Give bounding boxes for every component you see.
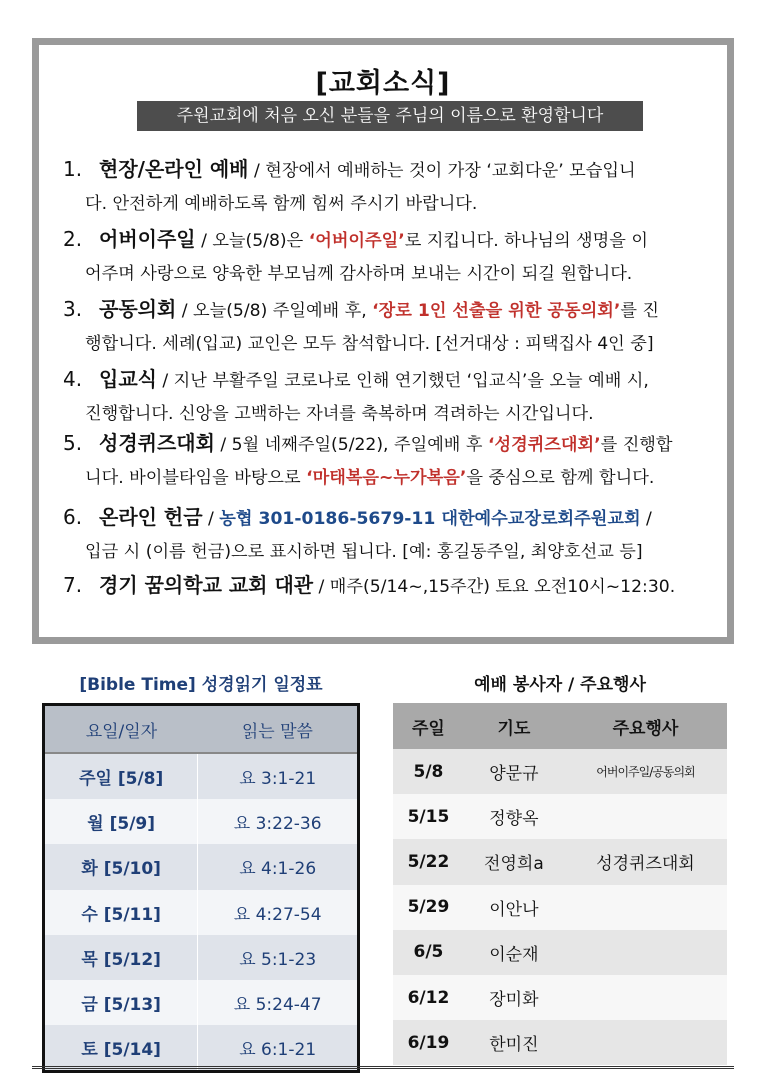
notice-item-5: [63, 427, 717, 495]
week-cell: 6/19: [393, 1020, 464, 1065]
day-cell: 월 [5/9]: [44, 799, 198, 844]
notice-item-4: [63, 363, 717, 431]
item-text: 로 지킵니다. 하나님의 생명을 이: [404, 231, 648, 251]
notice-item-1: [63, 153, 717, 221]
item-number: 1.: [63, 157, 83, 181]
event-cell: [564, 975, 727, 1020]
item-number: 7.: [63, 573, 83, 597]
prayer-cell: 전영희a: [464, 839, 564, 884]
day-cell: 화 [5/10]: [44, 844, 198, 889]
notice-title: [교회소식]: [315, 68, 451, 99]
day-cell: 목 [5/12]: [44, 935, 198, 980]
item-heading: 성경퀴즈대회: [99, 431, 215, 455]
item-text: /: [640, 509, 652, 529]
prayer-cell: 양문규: [464, 749, 564, 794]
day-cell: 주일 [5/8]: [44, 753, 198, 799]
item-text: / 오늘(5/8) 주일예배 후,: [176, 301, 373, 321]
column-header: 주요행사: [564, 703, 727, 749]
passage-cell: 요 6:1-21: [198, 1025, 359, 1072]
table-row: [393, 749, 727, 794]
item-number: 5.: [63, 431, 83, 455]
item-highlight: ‘장로 1인 선출을 위한 공동의회’: [372, 301, 621, 321]
day-cell: 토 [5/14]: [44, 1025, 198, 1072]
week-cell: 5/8: [393, 749, 464, 794]
item-highlight: ‘어버이주일’: [308, 231, 405, 251]
table-row: [393, 1020, 727, 1065]
prayer-cell: 정향옥: [464, 794, 564, 839]
day-cell: 수 [5/11]: [44, 890, 198, 935]
week-cell: 6/12: [393, 975, 464, 1020]
week-cell: 6/5: [393, 930, 464, 975]
item-text: / 매주(5/14~,15주간) 토요 오전10시~12:30.: [313, 577, 676, 597]
passage-cell: 요 3:22-36: [198, 799, 359, 844]
item-text: / 현장에서 예배하는 것이 가장 ‘교회다운’ 모습입니: [248, 161, 636, 181]
notice-item-3: [63, 293, 717, 361]
event-cell: [564, 930, 727, 975]
item-text: 를 진행합: [600, 435, 673, 455]
event-cell: [564, 885, 727, 930]
week-cell: 5/22: [393, 839, 464, 884]
item-text-line2: 어주며 사랑으로 양육한 부모님께 감사하며 보내는 시간이 되길 원합니다.: [85, 264, 633, 284]
event-cell: 어버이주일/공동의회: [564, 749, 727, 794]
passage-cell: 요 4:1-26: [198, 844, 359, 889]
column-header: 요일/일자: [44, 705, 198, 754]
prayer-cell: 이순재: [464, 930, 564, 975]
passage-cell: 요 5:24-47: [198, 980, 359, 1025]
item-text-line2: 행합니다. 세례(입교) 교인은 모두 참석합니다. [선거대상 : 피택집사 4인 중]: [85, 334, 654, 354]
item-number: 6.: [63, 505, 83, 529]
event-cell: 성경퀴즈대회: [564, 839, 727, 884]
item-heading: 현장/온라인 예배: [99, 157, 249, 181]
item-heading: 입교식: [99, 367, 157, 391]
notice-item-2: [63, 223, 717, 291]
item-number: 4.: [63, 367, 83, 391]
item-text-line2: 니다. 바이블타임을 바탕으로: [85, 468, 307, 488]
item-heading: 온라인 헌금: [99, 505, 203, 529]
service-schedule-table: [393, 703, 727, 1065]
week-cell: 5/29: [393, 885, 464, 930]
item-text: 를 진: [620, 301, 660, 321]
bottom-divider: [32, 1066, 734, 1069]
prayer-cell: 장미화: [464, 975, 564, 1020]
table-row: [393, 839, 727, 884]
week-cell: 5/15: [393, 794, 464, 839]
notice-item-7: [63, 569, 717, 604]
event-cell: [564, 794, 727, 839]
table-row: [44, 890, 359, 935]
table-row: [44, 844, 359, 889]
service-schedule-title: 예배 봉사자 / 주요행사: [474, 675, 646, 695]
item-heading: 공동의회: [99, 297, 177, 321]
welcome-banner: 주원교회에 처음 오신 분들을 주님의 이름으로 환영합니다: [137, 101, 643, 131]
passage-cell: 요 4:27-54: [198, 890, 359, 935]
column-header: 주일: [393, 703, 464, 749]
table-row: [44, 980, 359, 1025]
item-text-line2: 입금 시 (이름 헌금)으로 표시하면 됩니다. [예: 홍길동주일, 최양호선교 등]: [85, 542, 643, 562]
table-row: [44, 935, 359, 980]
bible-schedule-table: [42, 703, 360, 1073]
event-cell: [564, 1020, 727, 1065]
item-text-line2: 다. 안전하게 예배하도록 함께 힘써 주시기 바랍니다.: [85, 194, 478, 214]
item-text-line2: 진행합니다. 신앙을 고백하는 자녀를 축복하며 격려하는 시간입니다.: [85, 404, 594, 424]
table-row: [393, 930, 727, 975]
church-news-box: [32, 38, 734, 644]
item-text: / 오늘(5/8)은: [195, 231, 309, 251]
bank-account: 농협 301-0186-5679-11 대한예수교장로회주원교회: [219, 509, 641, 529]
table-row: [393, 885, 727, 930]
item-heading: 어버이주일: [99, 227, 196, 251]
passage-cell: 요 5:1-23: [198, 935, 359, 980]
column-header: 기도: [464, 703, 564, 749]
table-row: [393, 794, 727, 839]
table-row: [44, 753, 359, 799]
notice-item-6: [63, 501, 717, 569]
prayer-cell: 이안나: [464, 885, 564, 930]
item-highlight: ‘마태복음~누가복음’: [306, 468, 467, 488]
table-row: [44, 799, 359, 844]
table-row: [44, 1025, 359, 1072]
item-text: /: [202, 509, 220, 529]
column-header: 읽는 말씀: [198, 705, 359, 754]
item-number: 3.: [63, 297, 83, 321]
passage-cell: 요 3:1-21: [198, 753, 359, 799]
item-heading: 경기 꿈의학교 교회 대관: [99, 573, 314, 597]
item-text: / 5월 네째주일(5/22), 주일예배 후: [214, 435, 488, 455]
table-row: [393, 975, 727, 1020]
item-number: 2.: [63, 227, 83, 251]
item-text: / 지난 부활주일 코로나로 인해 연기했던 ‘입교식’을 오늘 예배 시,: [156, 371, 649, 391]
item-text-line2: 을 중심으로 함께 합니다.: [466, 468, 655, 488]
bible-schedule-title: [Bible Time] 성경읽기 일정표: [79, 675, 323, 695]
day-cell: 금 [5/13]: [44, 980, 198, 1025]
prayer-cell: 한미진: [464, 1020, 564, 1065]
item-highlight: ‘성경퀴즈대회’: [487, 435, 601, 455]
